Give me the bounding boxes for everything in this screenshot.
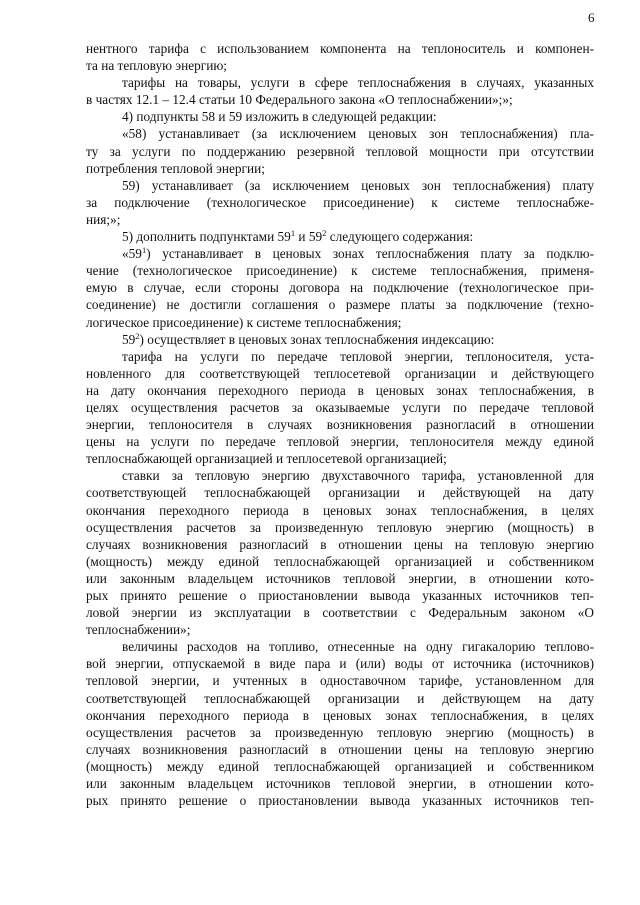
text-line: чение (технологическое присоединение) к системе теплоснабжения, применя-: [86, 263, 594, 279]
text-line: теплоснабжающей организацией и теплосетевой организацией;: [86, 451, 447, 467]
text-line: вой энергии, отпускаемой в виде пара и (или) воды от источника (источников): [86, 656, 594, 672]
text-line: «58) устанавливает (за исключением ценовых зон теплоснабжения) пла-: [122, 126, 594, 142]
paragraph-item-4: [86, 108, 594, 125]
text-line: логическое присоединение) к системе теплоснабжения;: [86, 314, 402, 330]
superscript: 2: [135, 330, 140, 341]
text-line: окончания переходного периода в ценовых зонах теплоснабжения, в целях: [86, 707, 594, 723]
text-line: рых принято решение о приостановлении вывода указанных источников теп-: [86, 588, 594, 603]
paragraph-two-part-tariff: [86, 467, 594, 638]
text-line: емую в случае, если стороны договора на подключение (технологическое при-: [86, 280, 594, 296]
text-line: рых принято решение о приостановлении вывода указанных источников теп-: [86, 793, 594, 809]
text-line: окончания переходного периода в ценовых зонах теплоснабжения, в целях: [86, 502, 594, 518]
text-line: случаях возникновения разногласий в отношении цены на тепловую энергию: [86, 741, 594, 757]
document-body: [86, 40, 594, 809]
text-line: осуществления расчетов за произведенную тепловую энергию (мощность) в: [86, 724, 594, 740]
text-fragment: «59: [122, 246, 142, 262]
superscript: 1: [290, 228, 296, 239]
text-fragment: 59: [122, 331, 136, 347]
text-line: (мощность) между единой теплоснабжающей организацией и собственником: [86, 553, 594, 569]
text-line: ния;»;: [86, 211, 121, 227]
text-line: соответствующей теплоснабжающей организации и действующем на дату: [86, 690, 594, 706]
superscript: 1: [141, 245, 147, 256]
text-line: за подключение (технологическое присоединение) к системе теплоснабже-: [86, 194, 594, 210]
paragraph-tariffs-goods: [86, 74, 594, 108]
text-line: [86, 245, 594, 262]
text-line: нентного тарифа с использованием компонента на теплоноситель и компонен-: [86, 41, 594, 56]
paragraph-item-5: [86, 228, 594, 245]
text-fragment: ) осуществляет в ценовых зонах теплоснабжения индексацию:: [139, 331, 495, 347]
paragraph-subitem-59: [86, 177, 594, 228]
text-line: [86, 228, 594, 245]
text-line: величины расходов на топливо, отнесенные на одну гигакалорию теплово-: [122, 639, 594, 655]
text-fragment: 5) дополнить подпунктами 59: [122, 229, 291, 245]
text-line: соответствующей теплоснабжающей организации и действующей на дату: [86, 485, 594, 501]
text-line: в частях 12.1 – 12.4 статьи 10 Федерального закона «О теплоснабжении»;»;: [86, 92, 513, 108]
text-line: соединение) не достигли соглашения о размере платы за подключение (техно-: [86, 297, 594, 313]
text-line: тепловой энергии, и учтенных в одноставочном тарифе, установленном для: [86, 673, 594, 689]
text-line: (мощность) между единой теплоснабжающей организацией и собственником: [86, 758, 594, 774]
text-line: потребления тепловой энергии;: [86, 160, 265, 176]
text-line: 59) устанавливает (за исключением ценовых зон теплоснабжения) плату: [122, 177, 594, 193]
text-line: тарифа на услуги по передаче тепловой энергии, теплоносителя, уста-: [122, 348, 594, 364]
text-line: осуществления расчетов за произведенную тепловую энергию (мощность) в: [86, 519, 594, 535]
text-line: та на тепловую энергию;: [86, 58, 227, 74]
paragraph-subitem-58: [86, 125, 594, 176]
text-line: целях осуществления расчетов за оказываемые услуги по передаче тепловой: [86, 399, 594, 415]
text-line: ставки за тепловую энергию двухставочного тарифа, установленной для: [122, 468, 594, 484]
page-number: 6: [588, 10, 595, 25]
text-line: новленного для соответствующей теплосетевой организации и действующего: [86, 365, 594, 381]
text-line: ту за услуги по поддержанию резервной тепловой мощности при отсутствии: [86, 143, 594, 159]
paragraph-fuel-expenses: [86, 638, 594, 809]
text-fragment: следующего содержания:: [326, 229, 474, 245]
text-line: тарифы на товары, услуги в сфере теплоснабжения в случаях, указанных: [122, 75, 594, 91]
superscript: 2: [322, 228, 327, 239]
paragraph-transfer-tariff: [86, 348, 594, 468]
text-line: или законным владельцем источников тепловой энергии, в отношении кото-: [86, 570, 594, 586]
text-line: ловой энергии из эксплуатации в соответствии с Федеральным законом «О: [86, 605, 594, 621]
text-line: энергии, теплоносителя в случаях возникновения разногласий в отношении: [86, 417, 594, 433]
text-line: случаях возникновения разногласий в отношении цены на тепловую энергию: [86, 536, 594, 552]
text-line: цены на услуги по передаче тепловой энергии, теплоносителя между единой: [86, 434, 594, 450]
text-fragment: ) устанавливает в ценовых зонах теплоснабжения плату за подклю-: [146, 246, 594, 262]
text-line: 4) подпункты 58 и 59 изложить в следующей редакции:: [122, 109, 437, 125]
paragraph-tariff-continuation: [86, 40, 594, 74]
text-fragment: и 59: [295, 229, 323, 245]
text-line: [86, 331, 594, 348]
text-line: или законным владельцем источников тепловой энергии, в отношении кото-: [86, 776, 594, 792]
text-line: на дату окончания переходного периода в ценовых зонах теплоснабжения, в: [86, 382, 594, 398]
paragraph-subitem-59-1: [86, 245, 594, 330]
paragraph-subitem-59-2: [86, 331, 594, 348]
text-line: теплоснабжении»;: [86, 622, 191, 638]
